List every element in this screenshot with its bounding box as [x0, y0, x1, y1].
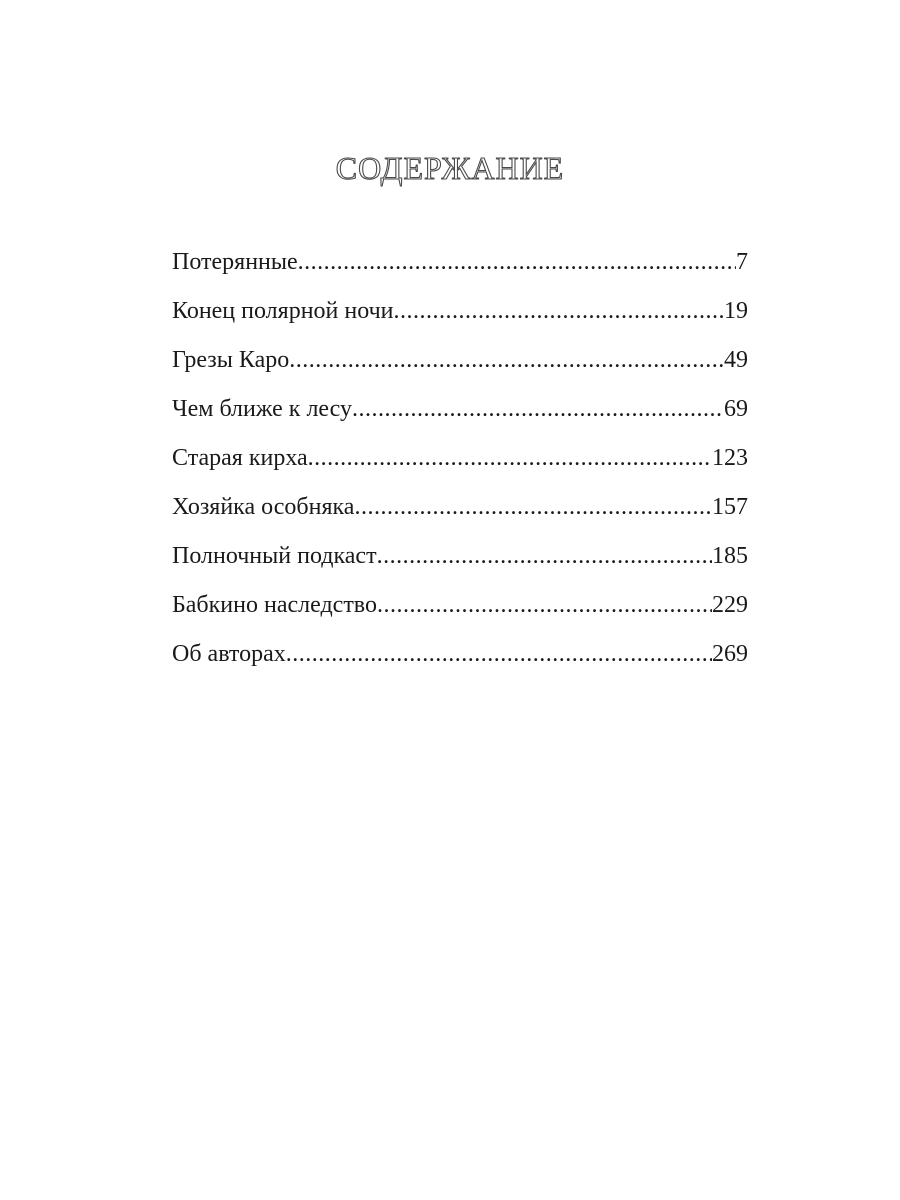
- toc-entry-page: 185: [712, 543, 748, 569]
- toc-entry-page: 49: [724, 347, 748, 373]
- toc-entry-title: Хозяйка особняка: [172, 494, 355, 520]
- toc-entry-page: 123: [712, 445, 748, 471]
- toc-entry-title: Бабкино наследство: [172, 592, 377, 618]
- dot-leader: [352, 394, 724, 424]
- toc-entry-title: Старая кирха: [172, 445, 308, 471]
- dot-leader: [286, 639, 712, 669]
- toc-entry-page: 157: [712, 494, 748, 520]
- dot-leader: [377, 590, 712, 620]
- toc-entry[interactable]: [172, 590, 748, 639]
- toc-entry[interactable]: [172, 247, 748, 296]
- dot-leader: [394, 296, 724, 326]
- toc-entry[interactable]: [172, 394, 748, 443]
- toc-entry-title: Конец полярной ночи: [172, 298, 394, 324]
- toc-entry-page: 19: [724, 298, 748, 324]
- dot-leader: [354, 492, 712, 522]
- dot-leader: [298, 247, 736, 277]
- toc-entry-title: Грезы Каро: [172, 347, 290, 373]
- toc-entry-page: 229: [712, 592, 748, 618]
- toc-entry-title: Чем ближе к лесу: [172, 396, 353, 422]
- toc-entry[interactable]: [172, 492, 748, 541]
- toc-entry-page: 69: [724, 396, 748, 422]
- toc-entry[interactable]: [172, 443, 748, 492]
- toc-entry[interactable]: [172, 541, 748, 590]
- toc-entry-page: 269: [712, 641, 748, 667]
- toc-entry-title: Потерянные: [172, 249, 298, 275]
- toc-entry[interactable]: [172, 639, 748, 688]
- dot-leader: [377, 541, 712, 571]
- toc-entry-title: Об авторах: [172, 641, 286, 667]
- table-of-contents: [172, 247, 748, 688]
- toc-entry-title: Полночный подкаст: [172, 543, 377, 569]
- dot-leader: [289, 345, 724, 375]
- dot-leader: [308, 443, 712, 473]
- page-title: СОДЕРЖАНИЕ: [335, 150, 565, 186]
- toc-entry[interactable]: [172, 345, 748, 394]
- toc-entry[interactable]: [172, 296, 748, 345]
- toc-entry-page: 7: [736, 249, 748, 275]
